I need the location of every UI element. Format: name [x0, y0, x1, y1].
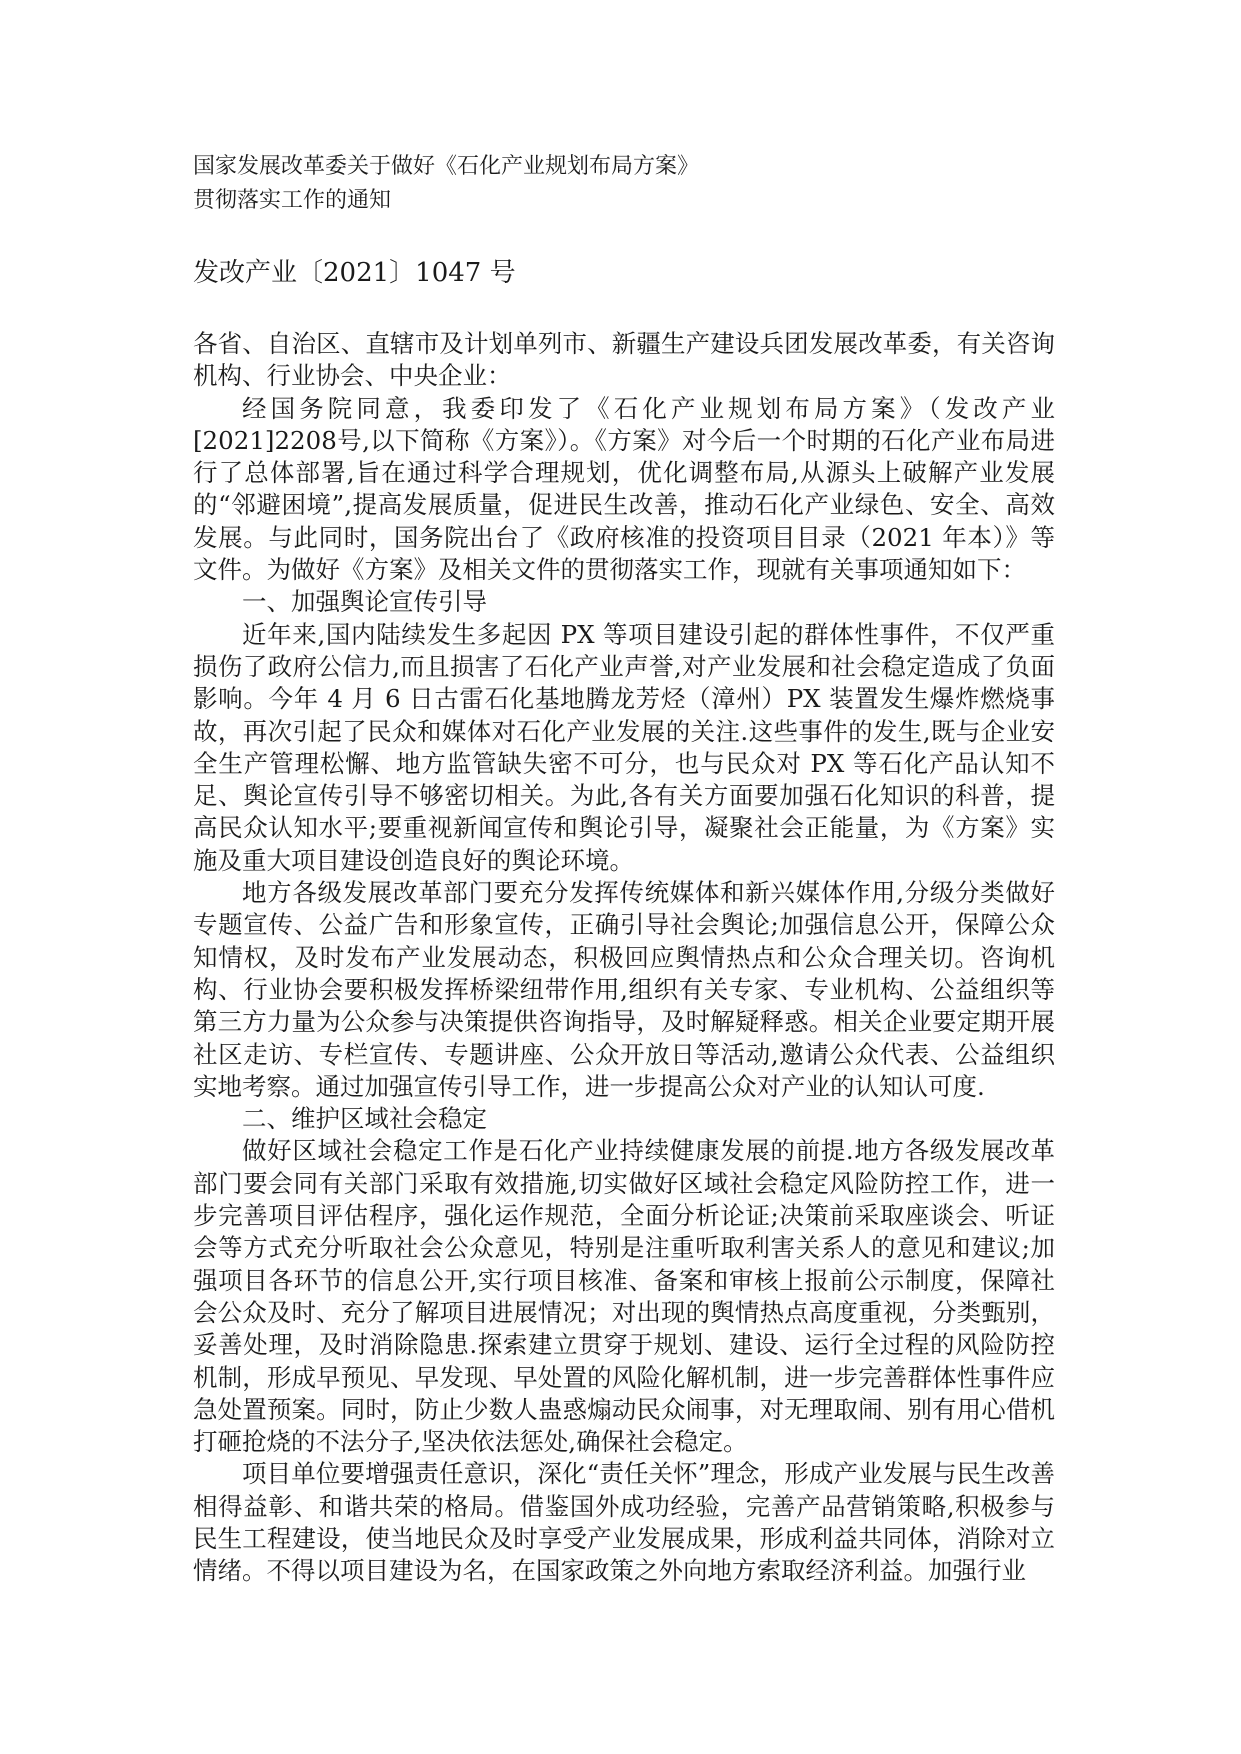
paragraph: 地方各级发展改革部门要充分发挥传统媒体和新兴媒体作用,分级分类做好专题宣传、公益广告和形象宣传，正确引导社会舆论;加强信息公开，保障公众知情权，及时发布产业发展动态，积极回应舆情热点和公众合理关切。咨询机构、行业协会要积极发挥桥梁纽带作用,组织有关专家、专业机构、公益组织等第三方力量为公众参与决策提供咨询指导，及时解疑释惑。相关企业要定期开展社区走访、专栏宣传、专题讲座、公众开放日等活动,邀请公众代表、公益组织实地考察。通过加强宣传引导工作，进一步提高公众对产业的认知认可度. — [193, 878, 1055, 1101]
paragraph: 项目单位要增强责任意识，深化“责任关怀”理念，形成产业发展与民生改善相得益彰、和谐共荣的格局。借鉴国外成功经验，完善产品营销策略,积极参与民生工程建设，使当地民众及时享受产业发展成果，形成利益共同体，消除对立情绪。不得以项目建设为名，在国家政策之外向地方索取经济利益。加强行业 — [193, 1459, 1055, 1586]
addressees: 各省、自治区、直辖市及计划单列市、新疆生产建设兵团发展改革委，有关咨询机构、行业协会、中央企业： — [193, 329, 1055, 391]
document-title-line-1: 国家发展改革委关于做好《石化产业规划布局方案》 — [193, 154, 700, 179]
section-heading-1: 一、加强舆论宣传引导 — [242, 587, 487, 617]
document-title-line-2: 贯彻落实工作的通知 — [193, 188, 392, 213]
section-heading-2: 二、维护区域社会稳定 — [242, 1104, 487, 1134]
paragraph: 近年来,国内陆续发生多起因 PX 等项目建设引起的群体性事件，不仅严重损伤了政府公信力,而且损害了石化产业声誉,对产业发展和社会稳定造成了负面影响。今年 4 月 6 日古雷石化基地腾龙芳烃（漳州）PX 装置发生爆炸燃烧事故，再次引起了民众和媒体对石化产业发展的关注.这些事件的发生,既与企业安全生产管理松懈、地方监管缺失密不可分，也与民众对 PX 等石化产品认知不足、舆论宣传引导不够密切相关。为此,各有关方面要加强石化知识的科普，提高民众认知水平;要重视新闻宣传和舆论引导，凝聚社会正能量，为《方案》实施及重大项目建设创造良好的舆论环境。 — [193, 619, 1055, 875]
document-body — [193, 328, 1055, 1588]
document-number: 发改产业〔2021〕1047 号 — [193, 258, 516, 288]
paragraph: 做好区域社会稳定工作是石化产业持续健康发展的前提.地方各级发展改革部门要会同有关部门采取有效措施,切实做好区域社会稳定风险防控工作，进一步完善项目评估程序，强化运作规范，全面分析论证;决策前采取座谈会、听证会等方式充分听取社会公众意见，特别是注重听取利害关系人的意见和建议;加强项目各环节的信息公开,实行项目核准、备案和审核上报前公示制度，保障社会公众及时、充分了解项目进展情况；对出现的舆情热点高度重视，分类甄别，妥善处理，及时消除隐患.探索建立贯穿于规划、建设、运行全过程的风险防控机制，形成早预见、早发现、早处置的风险化解机制，进一步完善群体性事件应急处置预案。同时，防止少数人蛊惑煽动民众闹事，对无理取闹、别有用心借机打砸抢烧的不法分子,坚决依法惩处,确保社会稳定。 — [193, 1136, 1055, 1457]
document-page — [193, 150, 1055, 1588]
paragraph-intro: 经国务院同意，我委印发了《石化产业规划布局方案》（发改产业[2021]2208号,以下简称《方案》）。《方案》对今后一个时期的石化产业布局进行了总体部署,旨在通过科学合理规划，优化调整布局,从源头上破解产业发展的“邻避困境”,提高发展质量，促进民生改善，推动石化产业绿色、安全、高效发展。与此同时，国务院出台了《政府核准的投资项目目录（2021 年本）》等文件。为做好《方案》及相关文件的贯彻落实工作，现就有关事项通知如下： — [193, 393, 1055, 585]
